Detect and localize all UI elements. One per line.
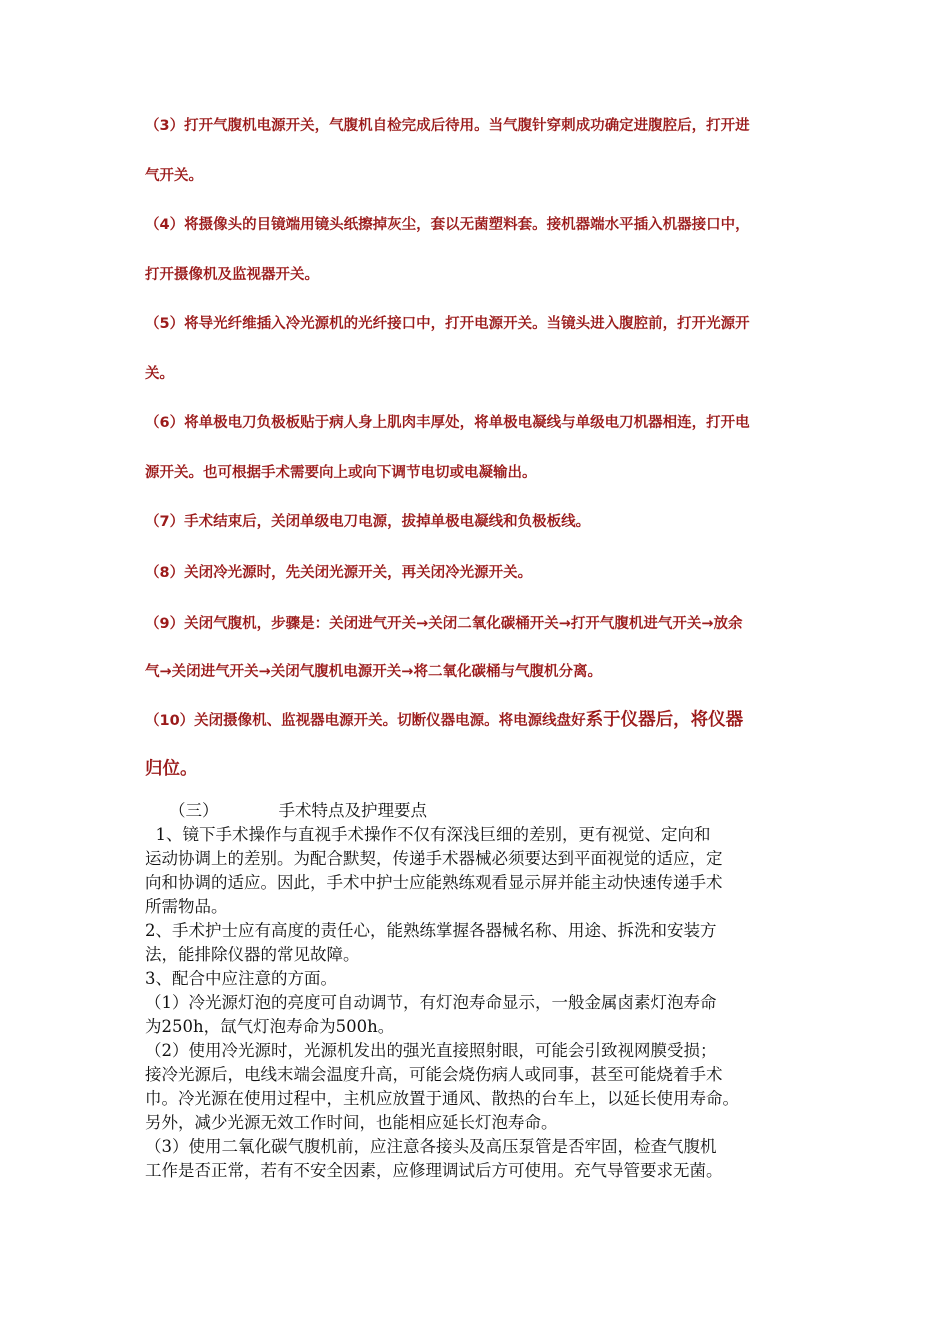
- body-line: 另外，减少光源无效工作时间，也能相应延长灯泡寿命。: [145, 1113, 558, 1132]
- step-8-line: （8）关闭冷光源时，先关闭光源开关，再关闭冷光源开关。: [145, 565, 533, 581]
- step-10-text-small: （10）关闭摄像机、监视器电源开关。切断仪器电源。将电源线盘好: [145, 713, 586, 729]
- step-7-line: （7）手术结束后，关闭单级电刀电源，拔掉单极电凝线和负极板线。: [145, 514, 591, 530]
- step-3-line-2: 气开关。: [145, 168, 203, 184]
- body-line: 巾。冷光源在使用过程中，主机应放置于通风、散热的台车上，以延长使用寿命。: [145, 1089, 739, 1108]
- section-title: 手术特点及护理要点: [278, 801, 427, 820]
- step-10-text-large: 系于仪器后，将仪器: [585, 710, 744, 730]
- step-4-line-2: 打开摄像机及监视器开关。: [145, 267, 319, 283]
- body-line: （2）使用冷光源时，光源机发出的强光直接照射眼，可能会引致视网膜受损；: [145, 1041, 717, 1060]
- step-10-line-1: [145, 710, 810, 731]
- body-line: 接冷光源后，电线末端会温度升高，可能会烧伤病人或同事，甚至可能烧着手术: [145, 1065, 723, 1084]
- body-line: （3）使用二氧化碳气腹机前，应注意各接头及高压泵管是否牢固，检查气腹机: [145, 1137, 717, 1156]
- body-line: 法，能排除仪器的常见故障。: [145, 945, 360, 964]
- step-5-line-2: 关。: [145, 366, 174, 382]
- step-9-line-1: （9）关闭气腹机，步骤是：关闭进气开关→关闭二氧化碳桶开关→打开气腹机进气开关→放余: [145, 616, 743, 632]
- body-line: 工作是否正常，若有不安全因素，应修理调试后方可使用。充气导管要求无菌。: [145, 1161, 723, 1180]
- body-line: 运动协调上的差别。为配合默契，传递手术器械必须要达到平面视觉的适应，定: [145, 849, 723, 868]
- body-line: 所需物品。: [145, 897, 228, 916]
- section-heading: [145, 799, 815, 823]
- body-text: [145, 823, 815, 1183]
- body-line: 3、配合中应注意的方面。: [145, 969, 337, 988]
- step-5-line-1: （5）将导光纤维插入冷光源机的光纤接口中，打开电源开关。当镜头进入腹腔前，打开光源开: [145, 316, 750, 332]
- section-number: （三）: [169, 801, 219, 820]
- body-line: 2、手术护士应有高度的责任心，能熟练掌握各器械名称、用途、拆洗和安装方: [145, 921, 717, 940]
- step-3-line-1: （3）打开气腹机电源开关，气腹机自检完成后待用。当气腹针穿刺成功确定进腹腔后，打开进: [145, 118, 750, 134]
- step-4-line-1: （4）将摄像头的目镜端用镜头纸擦掉灰尘，套以无菌塑料套。接机器端水平插入机器接口中，: [145, 217, 750, 233]
- step-6-line-2: 源开关。也可根据手术需要向上或向下调节电切或电凝输出。: [145, 465, 537, 481]
- step-6-line-1: （6）将单极电刀负极板贴于病人身上肌肉丰厚处，将单极电凝线与单级电刀机器相连，打开电: [145, 415, 750, 431]
- step-10-line-2: 归位。: [145, 759, 198, 779]
- body-line: 向和协调的适应。因此，手术中护士应能熟练观看显示屏并能主动快速传递手术: [145, 873, 723, 892]
- body-line: 为250h，氙气灯泡寿命为500h。: [145, 1017, 395, 1036]
- body-line: （1）冷光源灯泡的亮度可自动调节，有灯泡寿命显示，一般金属卤素灯泡寿命: [145, 993, 717, 1012]
- body-line: 1、镜下手术操作与直视手术操作不仅有深浅巨细的差别，更有视觉、定向和: [145, 825, 711, 844]
- step-9-line-2: 气→关闭进气开关→关闭气腹机电源开关→将二氧化碳桶与气腹机分离。: [145, 664, 602, 680]
